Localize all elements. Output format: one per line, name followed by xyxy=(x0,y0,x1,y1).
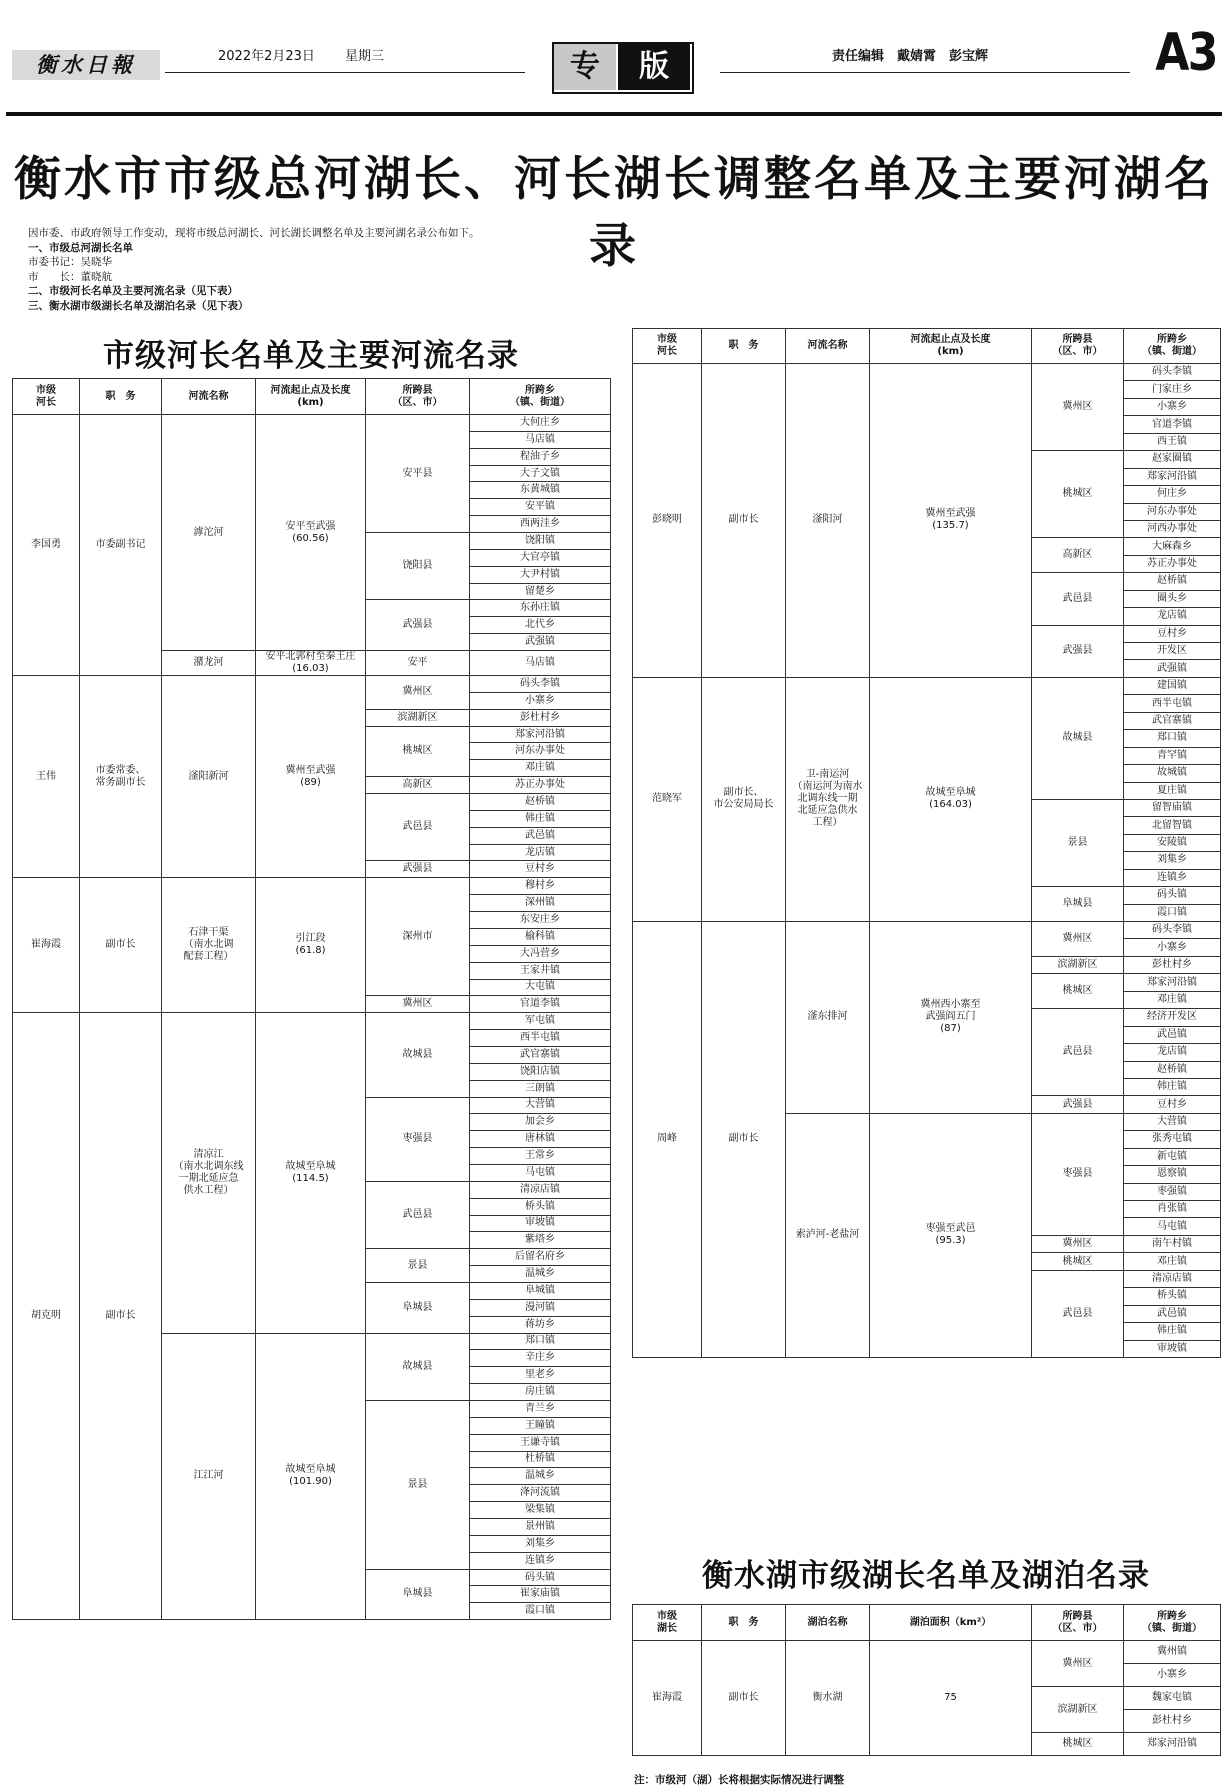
town-name: 马屯镇 xyxy=(470,1164,611,1181)
town-name: 安平镇 xyxy=(470,499,611,516)
river-name: 滏阳河 xyxy=(786,364,870,678)
town-name: 三朗镇 xyxy=(470,1080,611,1097)
town-name: 经济开发区 xyxy=(1124,1009,1221,1026)
town-name: 赵桥镇 xyxy=(1124,573,1221,590)
table-row xyxy=(13,415,611,432)
town-name: 紫塔乡 xyxy=(470,1232,611,1249)
county-name: 枣强县 xyxy=(366,1097,470,1181)
town-name: 开发区 xyxy=(1124,643,1221,660)
county-name: 饶阳县 xyxy=(366,533,470,600)
town-name: 大营镇 xyxy=(470,1097,611,1114)
town-name: 北代乡 xyxy=(470,617,611,634)
town-name: 王常乡 xyxy=(470,1148,611,1165)
section-badge-left: 专 xyxy=(554,44,616,90)
town-name: 码头镇 xyxy=(1124,887,1221,904)
river-span: 故城至阜城 (164.03) xyxy=(870,677,1032,921)
county-name: 桃城区 xyxy=(1032,1733,1124,1756)
chief-position: 市委常委、 常务副市长 xyxy=(80,676,162,878)
town-name: 大屯镇 xyxy=(470,979,611,996)
masthead-rule-right xyxy=(720,72,1130,73)
table-row xyxy=(13,676,611,693)
town-name: 武官寨镇 xyxy=(1124,712,1221,729)
county-name: 深州市 xyxy=(366,878,470,996)
town-name: 军屯镇 xyxy=(470,1013,611,1030)
town-name: 码头李镇 xyxy=(1124,922,1221,939)
town-name: 赵桥镇 xyxy=(470,794,611,811)
intro-line: 市 长：董晓航 xyxy=(28,270,112,283)
town-name: 小寨乡 xyxy=(470,692,611,709)
town-name: 郑家河沿镇 xyxy=(1124,468,1221,485)
town-name: 马店镇 xyxy=(470,431,611,448)
town-name: 何庄乡 xyxy=(1124,486,1221,503)
county-name: 滨湖新区 xyxy=(366,709,470,726)
town-name: 留智庙镇 xyxy=(1124,799,1221,816)
chief-position: 副市长 xyxy=(702,1641,786,1756)
town-name: 刘集乡 xyxy=(470,1535,611,1552)
table-note: 注：市级河（湖）长将根据实际情况进行调整 xyxy=(634,1774,844,1786)
header-river-span: 河流起止点及长度 (km) xyxy=(256,379,366,415)
town-name: 大营镇 xyxy=(1124,1113,1221,1130)
town-name: 霞口镇 xyxy=(1124,904,1221,921)
header-position: 职 务 xyxy=(702,1605,786,1641)
river-name: 滏东排河 xyxy=(786,922,870,1114)
river-name: 清凉江 （南水北调东线 一期北延应急 供水工程） xyxy=(162,1013,256,1333)
county-name: 武强县 xyxy=(1032,625,1124,677)
town-name: 清凉店镇 xyxy=(1124,1270,1221,1287)
river-name: 滏阳新河 xyxy=(162,676,256,878)
town-name: 东黄城镇 xyxy=(470,482,611,499)
county-name: 冀州区 xyxy=(1032,922,1124,957)
town-name: 清凉店镇 xyxy=(470,1181,611,1198)
town-name: 武邑镇 xyxy=(470,827,611,844)
chief-position: 副市长、 市公安局局长 xyxy=(702,677,786,921)
paper-name: 衡水日報 xyxy=(12,50,160,80)
town-name: 大官亭镇 xyxy=(470,549,611,566)
county-name: 武强县 xyxy=(366,600,470,651)
county-name: 故城县 xyxy=(1032,677,1124,799)
town-name: 龙店镇 xyxy=(1124,1044,1221,1061)
town-name: 王瞳镇 xyxy=(470,1417,611,1434)
town-name: 武邑镇 xyxy=(1124,1305,1221,1322)
county-name: 安平 xyxy=(366,651,470,676)
county-name: 武邑县 xyxy=(1032,1270,1124,1357)
header-position: 职 务 xyxy=(80,379,162,415)
table-row xyxy=(633,922,1221,939)
town-name: 唐林镇 xyxy=(470,1131,611,1148)
town-name: 武强镇 xyxy=(1124,660,1221,677)
river-table-left xyxy=(12,378,610,1620)
table-row xyxy=(633,1641,1221,1664)
town-name: 故城镇 xyxy=(1124,765,1221,782)
county-name: 冀州区 xyxy=(366,676,470,710)
headline: 衡水市市级总河湖长、河长湖长调整名单及主要河湖名录 xyxy=(14,152,1214,274)
town-name: 西王镇 xyxy=(1124,433,1221,450)
town-name: 大麻森乡 xyxy=(1124,538,1221,555)
county-name: 冀州区 xyxy=(1032,1641,1124,1687)
town-name: 连镇乡 xyxy=(1124,869,1221,886)
town-name: 彭杜村乡 xyxy=(1124,956,1221,973)
town-name: 武官寨镇 xyxy=(470,1046,611,1063)
table-row xyxy=(633,677,1221,694)
chief-name: 王伟 xyxy=(13,676,80,878)
county-name: 滨湖新区 xyxy=(1032,956,1124,973)
river-span: 冀州至武强 (135.7) xyxy=(870,364,1032,678)
river-name: 江江河 xyxy=(162,1333,256,1620)
town-name: 河东办事处 xyxy=(1124,503,1221,520)
table-row xyxy=(633,364,1221,381)
town-name: 官道李镇 xyxy=(470,996,611,1013)
chief-name: 范晓军 xyxy=(633,677,702,921)
lake-table xyxy=(632,1604,1220,1756)
town-name: 恩察镇 xyxy=(1124,1166,1221,1183)
town-name: 安陵镇 xyxy=(1124,834,1221,851)
town-name: 赵家圈镇 xyxy=(1124,451,1221,468)
town-name: 苏正办事处 xyxy=(1124,555,1221,572)
river-name: 石津干渠 （南水北调 配套工程） xyxy=(162,878,256,1013)
town-name: 辛庄乡 xyxy=(470,1350,611,1367)
header-position: 职 务 xyxy=(702,329,786,364)
town-name: 邓庄镇 xyxy=(470,760,611,777)
header-chief: 市级 河长 xyxy=(13,379,80,415)
town-name: 龙店镇 xyxy=(1124,608,1221,625)
town-name: 圈头乡 xyxy=(1124,590,1221,607)
county-name: 武邑县 xyxy=(1032,573,1124,625)
town-name: 霞口镇 xyxy=(470,1603,611,1620)
header-river-name: 河流名称 xyxy=(786,329,870,364)
intro-line: 三、衡水湖市级湖长名单及湖泊名录（见下表） xyxy=(28,299,249,312)
county-name: 阜城县 xyxy=(366,1569,470,1620)
town-name: 梁集镇 xyxy=(470,1502,611,1519)
town-name: 豆村乡 xyxy=(1124,1096,1221,1113)
county-name: 滨湖新区 xyxy=(1032,1687,1124,1733)
chief-position: 副市长 xyxy=(702,364,786,678)
town-name: 郑家河沿镇 xyxy=(470,726,611,743)
river-table-right xyxy=(632,328,1220,1358)
town-name: 房庄镇 xyxy=(470,1384,611,1401)
town-name: 苏正办事处 xyxy=(470,777,611,794)
town-name: 赵桥镇 xyxy=(1124,1061,1221,1078)
town-name: 青兰乡 xyxy=(470,1400,611,1417)
town-name: 北留智镇 xyxy=(1124,817,1221,834)
header-county: 所跨县 （区、市） xyxy=(1032,329,1124,364)
county-name: 武强县 xyxy=(1032,1096,1124,1113)
town-name: 后留名府乡 xyxy=(470,1249,611,1266)
header-county: 所跨县 （区、市） xyxy=(366,379,470,415)
town-name: 大子文镇 xyxy=(470,465,611,482)
river-span: 冀州至武强 (89) xyxy=(256,676,366,878)
county-name: 武邑县 xyxy=(1032,1009,1124,1096)
town-name: 西半屯镇 xyxy=(470,1030,611,1047)
town-name: 小寨乡 xyxy=(1124,1664,1221,1687)
town-name: 韩庄镇 xyxy=(1124,1078,1221,1095)
county-name: 安平县 xyxy=(366,415,470,533)
town-name: 肖张镇 xyxy=(1124,1201,1221,1218)
lake-name: 衡水湖 xyxy=(786,1641,870,1756)
river-span: 枣强至武邑 (95.3) xyxy=(870,1113,1032,1357)
header-county: 所跨县 （区、市） xyxy=(1032,1605,1124,1641)
town-name: 里老乡 xyxy=(470,1367,611,1384)
town-name: 刘集乡 xyxy=(1124,852,1221,869)
issue-weekday: 星期三 xyxy=(345,49,385,64)
town-name: 码头镇 xyxy=(470,1569,611,1586)
chief-name: 胡克明 xyxy=(13,1013,80,1620)
town-name: 韩庄镇 xyxy=(470,810,611,827)
town-name: 马屯镇 xyxy=(1124,1218,1221,1235)
town-name: 官道李镇 xyxy=(1124,416,1221,433)
town-name: 龙店镇 xyxy=(470,844,611,861)
county-name: 冀州区 xyxy=(1032,1235,1124,1252)
town-name: 漫河镇 xyxy=(470,1299,611,1316)
town-name: 连镇乡 xyxy=(470,1552,611,1569)
table-row xyxy=(13,1013,611,1030)
header-town: 所跨乡 （镇、街道） xyxy=(1124,1605,1221,1641)
town-name: 杜桥镇 xyxy=(470,1451,611,1468)
town-name: 王家井镇 xyxy=(470,962,611,979)
town-name: 青罕镇 xyxy=(1124,747,1221,764)
town-name: 景州镇 xyxy=(470,1519,611,1536)
section-badge-right: 版 xyxy=(618,44,690,90)
town-name: 大冯营乡 xyxy=(470,945,611,962)
town-name: 审坡镇 xyxy=(470,1215,611,1232)
intro-line: 一、市级总河湖长名单 xyxy=(28,241,133,254)
river-table xyxy=(632,328,1221,1358)
header-chief: 市级 河长 xyxy=(633,329,702,364)
town-name: 桥头镇 xyxy=(1124,1288,1221,1305)
county-name: 武邑县 xyxy=(366,1181,470,1248)
town-name: 彭杜村乡 xyxy=(1124,1710,1221,1733)
town-name: 小寨乡 xyxy=(1124,939,1221,956)
chief-position: 市委副书记 xyxy=(80,415,162,676)
issue-date: 2022年2月23日 xyxy=(218,49,315,64)
lake-table-grid xyxy=(632,1604,1221,1756)
county-name: 阜城县 xyxy=(366,1282,470,1333)
town-name: 穆村乡 xyxy=(470,878,611,895)
intro-line: 因市委、市政府领导工作变动，现将市级总河湖长、河长湖长调整名单及主要河湖名录公布如下。 xyxy=(28,227,480,239)
county-name: 景县 xyxy=(366,1249,470,1283)
town-name: 审坡镇 xyxy=(1124,1340,1221,1357)
county-name: 景县 xyxy=(366,1400,470,1569)
town-name: 温城乡 xyxy=(470,1468,611,1485)
town-name: 崔家庙镇 xyxy=(470,1586,611,1603)
town-name: 枣强镇 xyxy=(1124,1183,1221,1200)
town-name: 夏庄镇 xyxy=(1124,782,1221,799)
header-town: 所跨乡 （镇、街道） xyxy=(470,379,611,415)
town-name: 留楚乡 xyxy=(470,583,611,600)
town-name: 郑家河沿镇 xyxy=(1124,974,1221,991)
table-row xyxy=(13,878,611,895)
river-span: 故城至阜城 (101.90) xyxy=(256,1333,366,1620)
county-name: 桃城区 xyxy=(1032,1253,1124,1270)
town-name: 郑口镇 xyxy=(470,1333,611,1350)
town-name: 新屯镇 xyxy=(1124,1148,1221,1165)
river-name: 索泸河-老盐河 xyxy=(786,1113,870,1357)
town-name: 大尹村镇 xyxy=(470,566,611,583)
header-river-span: 河流起止点及长度 (km) xyxy=(870,329,1032,364)
county-name: 冀州区 xyxy=(366,996,470,1013)
chief-name: 李国勇 xyxy=(13,415,80,676)
town-name: 加会乡 xyxy=(470,1114,611,1131)
county-name: 高新区 xyxy=(1032,538,1124,573)
county-name: 故城县 xyxy=(366,1013,470,1097)
header-lake-name: 湖泊名称 xyxy=(786,1605,870,1641)
town-name: 南午村镇 xyxy=(1124,1235,1221,1252)
town-name: 桥头镇 xyxy=(470,1198,611,1215)
header-town: 所跨乡 （镇、街道） xyxy=(1124,329,1221,364)
header-chief: 市级 湖长 xyxy=(633,1605,702,1641)
masthead-divider xyxy=(6,112,1222,116)
town-name: 豆村乡 xyxy=(470,861,611,878)
county-name: 故城县 xyxy=(366,1333,470,1400)
town-name: 阜城镇 xyxy=(470,1282,611,1299)
town-name: 邓庄镇 xyxy=(1124,1253,1221,1270)
river-span: 故城至阜城 (114.5) xyxy=(256,1013,366,1333)
town-name: 码头李镇 xyxy=(1124,364,1221,381)
county-name: 高新区 xyxy=(366,777,470,794)
river-span: 安平至武强 (60.56) xyxy=(256,415,366,651)
town-name: 蒋坊乡 xyxy=(470,1316,611,1333)
town-name: 张秀屯镇 xyxy=(1124,1131,1221,1148)
chief-position: 副市长 xyxy=(80,1013,162,1620)
town-name: 温城乡 xyxy=(470,1266,611,1283)
page-number: A3 xyxy=(1155,23,1217,83)
town-name: 河西办事处 xyxy=(1124,520,1221,537)
town-name: 魏家屯镇 xyxy=(1124,1687,1221,1710)
masthead xyxy=(0,0,1228,118)
town-name: 郑口镇 xyxy=(1124,730,1221,747)
chief-name: 彭晓明 xyxy=(633,364,702,678)
town-name: 大何庄乡 xyxy=(470,415,611,432)
chief-position: 副市长 xyxy=(80,878,162,1013)
chief-position: 副市长 xyxy=(702,922,786,1358)
river-span: 引江段 (61.8) xyxy=(256,878,366,1013)
editors: 责任编辑 戴婧霄 彭宝辉 xyxy=(832,49,989,64)
town-name: 建国镇 xyxy=(1124,677,1221,694)
town-name: 冀州镇 xyxy=(1124,1641,1221,1664)
river-table xyxy=(12,378,611,1620)
town-name: 武邑镇 xyxy=(1124,1026,1221,1043)
town-name: 邓庄镇 xyxy=(1124,991,1221,1008)
chief-name: 崔海霞 xyxy=(13,878,80,1013)
town-name: 门家庄乡 xyxy=(1124,381,1221,398)
town-name: 东安庄乡 xyxy=(470,912,611,929)
town-name: 码头李镇 xyxy=(470,676,611,693)
town-name: 程油子乡 xyxy=(470,448,611,465)
town-name: 东孙庄镇 xyxy=(470,600,611,617)
town-name: 西两洼乡 xyxy=(470,516,611,533)
county-name: 枣强县 xyxy=(1032,1113,1124,1235)
town-name: 王谦寺镇 xyxy=(470,1434,611,1451)
town-name: 韩庄镇 xyxy=(1124,1323,1221,1340)
lake-section-title: 衡水湖市级湖长名单及湖泊名录 xyxy=(702,1558,1150,1594)
town-name: 西半屯镇 xyxy=(1124,695,1221,712)
river-section-title: 市级河长名单及主要河流名录 xyxy=(103,338,519,374)
town-name: 洚河流镇 xyxy=(470,1485,611,1502)
town-name: 深州镇 xyxy=(470,895,611,912)
county-name: 桃城区 xyxy=(366,726,470,777)
town-name: 武强镇 xyxy=(470,634,611,651)
chief-name: 周峰 xyxy=(633,922,702,1358)
town-name: 榆科镇 xyxy=(470,928,611,945)
chief-name: 崔海霞 xyxy=(633,1641,702,1756)
town-name: 河东办事处 xyxy=(470,743,611,760)
county-name: 桃城区 xyxy=(1032,451,1124,538)
county-name: 景县 xyxy=(1032,799,1124,886)
lake-area: 75 xyxy=(870,1641,1032,1756)
county-name: 冀州区 xyxy=(1032,364,1124,451)
river-name: 卫-南运河 （南运河为南水 北调东线一期 北延应急供水 工程） xyxy=(786,677,870,921)
town-name: 马店镇 xyxy=(470,651,611,676)
county-name: 桃城区 xyxy=(1032,974,1124,1009)
header-lake-area: 湖泊面积（km²） xyxy=(870,1605,1032,1641)
masthead-rule-left xyxy=(165,72,525,73)
town-name: 郑家河沿镇 xyxy=(1124,1733,1221,1756)
river-span: 冀州西小寨至 武强阎五门 (87) xyxy=(870,922,1032,1114)
county-name: 武邑县 xyxy=(366,794,470,861)
river-name: 潴龙河 xyxy=(162,651,256,676)
county-name: 阜城县 xyxy=(1032,887,1124,922)
river-name: 滹沱河 xyxy=(162,415,256,651)
town-name: 饶阳店镇 xyxy=(470,1063,611,1080)
intro xyxy=(28,226,728,313)
county-name: 武强县 xyxy=(366,861,470,878)
header-river-name: 河流名称 xyxy=(162,379,256,415)
town-name: 彭杜村乡 xyxy=(470,709,611,726)
intro-line: 市委书记：吴晓华 xyxy=(28,256,112,268)
river-span: 安平北郭村至秦王庄 (16.03) xyxy=(256,651,366,676)
town-name: 小寨乡 xyxy=(1124,398,1221,415)
intro-line: 二、市级河长名单及主要河流名录（见下表） xyxy=(28,285,238,297)
town-name: 饶阳镇 xyxy=(470,533,611,550)
town-name: 豆村乡 xyxy=(1124,625,1221,642)
